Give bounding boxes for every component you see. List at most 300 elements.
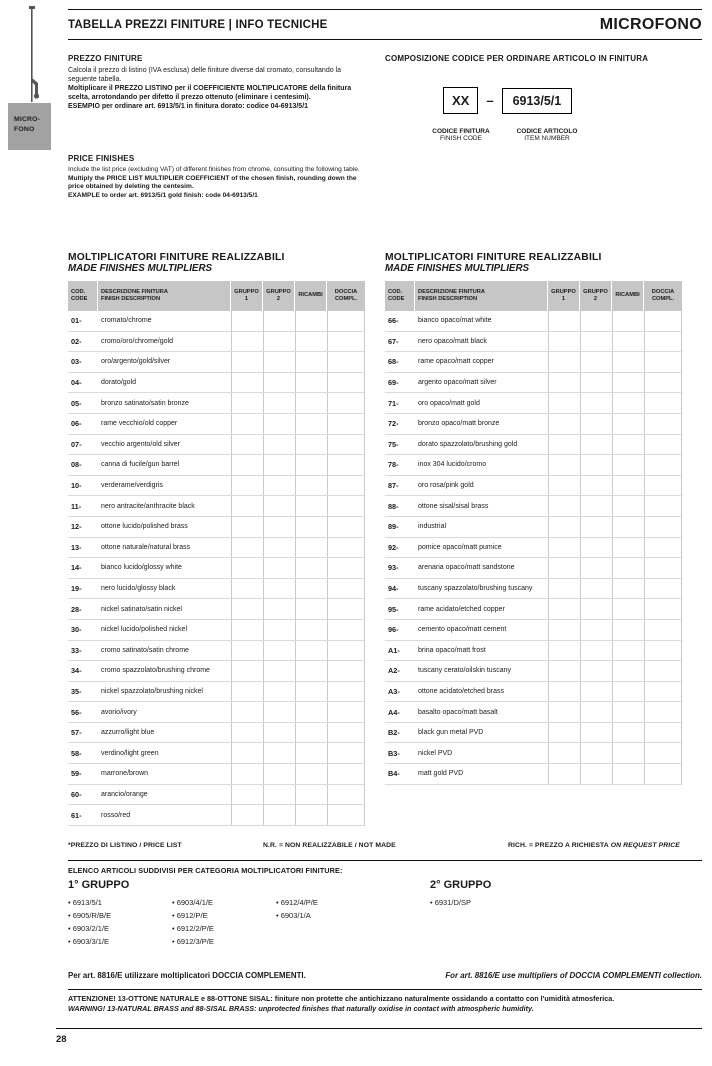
- table-row: [68, 702, 365, 723]
- gruppo2-value-cell: [580, 538, 612, 558]
- finish-description-cell: ottone lucido/polished brass: [101, 523, 188, 531]
- gruppo1-value-cell: [231, 311, 263, 331]
- col-header-gruppo1-line2: 1: [244, 296, 249, 302]
- finish-description-cell: bronzo opaco/matt bronze: [418, 420, 500, 428]
- finish-code-cell: 71-: [388, 398, 399, 408]
- table-row: [68, 373, 365, 394]
- finish-code-cell: 87-: [388, 481, 399, 491]
- gruppo1-value-cell: [231, 414, 263, 434]
- col-header-doccia-line2: COMPL.: [651, 296, 675, 302]
- table-row: [385, 517, 682, 538]
- doccia-value-cell: [327, 538, 365, 558]
- footnote-rich-text: RICH. = PREZZO A RICHIESTA: [508, 842, 609, 849]
- finish-code-box: XX: [443, 87, 478, 114]
- finish-code-cell: 10-: [71, 481, 82, 491]
- table-row: [68, 723, 365, 744]
- article-code: 6905/R/B/E: [72, 911, 112, 920]
- finish-code-cell: 95-: [388, 604, 399, 614]
- table-header-row: [68, 281, 365, 311]
- col-header-doccia-line2: COMPL.: [334, 296, 358, 302]
- table-row: [68, 599, 365, 620]
- doccia-value-cell: [644, 476, 682, 496]
- gruppo2-value-cell: [580, 373, 612, 393]
- group-1-col-1: [68, 896, 172, 948]
- col-header-gruppo2-line2: 2: [593, 296, 598, 302]
- gruppo1-value-cell: [548, 517, 580, 537]
- group-1-col-3: [276, 896, 380, 948]
- gruppo2-value-cell: [263, 743, 295, 763]
- finish-code-cell: 59-: [71, 769, 82, 779]
- ricambi-value-cell: [612, 723, 644, 743]
- table-footnotes: [68, 842, 702, 854]
- table-row: [385, 435, 682, 456]
- finish-code-cell: 02-: [71, 336, 82, 346]
- col-header-doccia: [327, 281, 365, 311]
- ricambi-value-cell: [612, 373, 644, 393]
- price-finishes-it-p1: Calcola il prezzo di listino (IVA esclusa) delle finiture diverse dal cromato, consultando la seguente tabella.: [68, 67, 342, 83]
- article-code: 6913/5/1: [72, 898, 102, 907]
- finish-description-cell: avorio/ivory: [101, 708, 137, 716]
- gruppo2-value-cell: [580, 579, 612, 599]
- sidebar-collection-tab: [8, 103, 51, 150]
- code-composition-block: [385, 54, 702, 164]
- doccia-value-cell: [327, 723, 365, 743]
- article-code-item: [172, 922, 276, 935]
- finish-code-cell: 68-: [388, 357, 399, 367]
- gruppo1-value-cell: [548, 764, 580, 784]
- gruppo1-value-cell: [231, 352, 263, 372]
- finish-description-cell: cromo/oro/chrome/gold: [101, 337, 173, 345]
- col-header-code-line1: COD.: [71, 288, 86, 295]
- finish-code-cell: 14-: [71, 563, 82, 573]
- doccia-value-cell: [327, 805, 365, 825]
- col-header-ricambi: [295, 281, 327, 311]
- finish-code-cell: 33-: [71, 645, 82, 655]
- ricambi-value-cell: [295, 558, 327, 578]
- brand-logo: MICROFONO: [599, 15, 702, 33]
- page-header: [68, 9, 702, 40]
- table-row: [68, 620, 365, 641]
- gruppo1-value-cell: [548, 661, 580, 681]
- article-code-item: [68, 922, 172, 935]
- finish-code-cell: 66-: [388, 316, 399, 326]
- finish-code-cell: B4-: [388, 769, 400, 779]
- col-header-doccia-line1: DOCCIA: [651, 288, 675, 295]
- finish-code-cell: 30-: [71, 625, 82, 635]
- table-row: [68, 352, 365, 373]
- col-header-gruppo2-line1: GRUPPO: [583, 288, 608, 295]
- col-header-code: [68, 281, 98, 311]
- ricambi-value-cell: [612, 435, 644, 455]
- gruppo1-value-cell: [548, 311, 580, 331]
- table-row: [68, 764, 365, 785]
- item-number-caption: [497, 128, 597, 142]
- item-number-caption-en: ITEM NUMBER: [524, 135, 570, 142]
- table-title: MOLTIPLICATORI FINITURE REALIZZABILI: [385, 252, 602, 263]
- finish-description-cell: dorato/gold: [101, 379, 137, 387]
- finish-description-cell: nickel PVD: [418, 749, 453, 757]
- finish-description-cell: cromo satinato/satin chrome: [101, 646, 189, 654]
- table-row: [385, 579, 682, 600]
- ricambi-value-cell: [612, 682, 644, 702]
- article-code: 6903/1/A: [280, 911, 311, 920]
- table-row: [385, 682, 682, 703]
- doccia-value-cell: [644, 414, 682, 434]
- gruppo2-value-cell: [263, 332, 295, 352]
- gruppo2-value-cell: [580, 414, 612, 434]
- gruppo2-value-cell: [580, 517, 612, 537]
- doccia-value-cell: [644, 743, 682, 763]
- ricambi-value-cell: [295, 723, 327, 743]
- group-2: [430, 878, 534, 948]
- doccia-value-cell: [327, 455, 365, 475]
- footnote-nr: N.R. = NON REALIZZABILE / NOT MADE: [263, 842, 396, 849]
- finish-description-cell: tuscany spazzolato/brushing tuscany: [418, 585, 533, 593]
- finishes-multipliers-table-right: [385, 252, 682, 785]
- table-subtitle: MADE FINISHES MULTIPLIERS: [68, 263, 213, 274]
- finish-description-cell: black gun metal PVD: [418, 729, 484, 737]
- col-header-gruppo2: [580, 281, 612, 311]
- ricambi-value-cell: [295, 476, 327, 496]
- article-code: 6931/D/SP: [434, 898, 471, 907]
- ricambi-value-cell: [612, 311, 644, 331]
- finish-description-cell: pomice opaco/matt pumice: [418, 543, 502, 551]
- gruppo2-value-cell: [263, 579, 295, 599]
- table-row: [385, 393, 682, 414]
- finish-code-cell: 61-: [71, 810, 82, 820]
- gruppo2-value-cell: [263, 641, 295, 661]
- col-header-gruppo1: [548, 281, 580, 311]
- finish-description-cell: nero lucido/glossy black: [101, 585, 176, 593]
- col-header-ricambi-line1: RICAMBI: [615, 292, 640, 299]
- table-row: [68, 393, 365, 414]
- price-finishes-it-block: [68, 54, 360, 111]
- code-composition-diagram: [443, 87, 572, 114]
- finish-code-cell: 19-: [71, 584, 82, 594]
- finish-code-cell: 13-: [71, 542, 82, 552]
- finish-code-cell: 89-: [388, 522, 399, 532]
- doccia-note-it: Per art. 8816/E utilizzare moltiplicatori DOCCIA COMPLEMENTI.: [68, 971, 306, 980]
- gruppo2-value-cell: [580, 496, 612, 516]
- finish-code-cell: 92-: [388, 542, 399, 552]
- page-number: 28: [56, 1034, 67, 1045]
- doccia-value-cell: [327, 599, 365, 619]
- finish-description-cell: rosso/red: [101, 811, 131, 819]
- ricambi-value-cell: [295, 805, 327, 825]
- article-code: 6912/P/E: [176, 911, 208, 920]
- article-code-item: [172, 909, 276, 922]
- table-row: [385, 414, 682, 435]
- finish-code-cell: 01-: [71, 316, 82, 326]
- ricambi-value-cell: [295, 393, 327, 413]
- finish-code-cell: 04-: [71, 378, 82, 388]
- price-finishes-en-heading: PRICE FINISHES: [68, 154, 135, 163]
- article-code-item: [276, 909, 380, 922]
- gruppo1-value-cell: [231, 599, 263, 619]
- ricambi-value-cell: [612, 764, 644, 784]
- ricambi-value-cell: [295, 435, 327, 455]
- finish-description-cell: cromo spazzolato/brushing chrome: [101, 667, 210, 675]
- col-header-gruppo1-line2: 1: [561, 296, 566, 302]
- finish-description-cell: nickel lucido/polished nickel: [101, 626, 187, 634]
- article-code: 6912/2/P/E: [176, 924, 214, 933]
- gruppo1-value-cell: [231, 723, 263, 743]
- gruppo2-value-cell: [580, 723, 612, 743]
- doccia-value-cell: [327, 435, 365, 455]
- table-row: [68, 414, 365, 435]
- finish-code-cell: 88-: [388, 501, 399, 511]
- ricambi-value-cell: [612, 579, 644, 599]
- table-row: [68, 455, 365, 476]
- finish-code-cell: 56-: [71, 707, 82, 717]
- gruppo2-value-cell: [580, 332, 612, 352]
- footer-divider: [56, 1028, 702, 1029]
- gruppo1-value-cell: [548, 702, 580, 722]
- doccia-value-cell: [327, 373, 365, 393]
- doccia-value-cell: [644, 558, 682, 578]
- ricambi-value-cell: [612, 558, 644, 578]
- groups-section: [68, 860, 702, 948]
- group-1: [68, 878, 430, 948]
- finish-code-caption-it: CODICE FINITURA: [432, 128, 490, 135]
- col-header-gruppo2-line1: GRUPPO: [266, 288, 291, 295]
- ricambi-value-cell: [612, 393, 644, 413]
- gruppo1-value-cell: [548, 496, 580, 516]
- col-header-description-line1: DESCRIZIONE FINITURA: [418, 288, 485, 295]
- doccia-value-cell: [644, 599, 682, 619]
- ricambi-value-cell: [612, 352, 644, 372]
- gruppo2-value-cell: [263, 496, 295, 516]
- doccia-value-cell: [327, 311, 365, 331]
- finish-description-cell: verdino/light green: [101, 749, 159, 757]
- doccia-value-cell: [644, 352, 682, 372]
- gruppo1-value-cell: [548, 641, 580, 661]
- gruppo2-value-cell: [263, 352, 295, 372]
- gruppo2-value-cell: [263, 476, 295, 496]
- doccia-value-cell: [327, 620, 365, 640]
- finish-description-cell: rame acidato/etched copper: [418, 605, 505, 613]
- finish-code-cell: 06-: [71, 419, 82, 429]
- finish-code-cell: 05-: [71, 398, 82, 408]
- ricambi-value-cell: [612, 661, 644, 681]
- group-1-title: 1° GRUPPO: [68, 879, 130, 891]
- table-row: [68, 435, 365, 456]
- ricambi-value-cell: [295, 496, 327, 516]
- doccia-value-cell: [644, 641, 682, 661]
- ricambi-value-cell: [612, 476, 644, 496]
- ricambi-value-cell: [612, 620, 644, 640]
- product-silhouette-icon: [24, 6, 42, 103]
- article-code-item: [68, 896, 172, 909]
- table-row: [68, 332, 365, 353]
- table-row: [68, 579, 365, 600]
- ricambi-value-cell: [612, 414, 644, 434]
- gruppo1-value-cell: [231, 496, 263, 516]
- table-row: [385, 352, 682, 373]
- doccia-value-cell: [327, 332, 365, 352]
- col-header-code-line2: CODE: [71, 296, 88, 302]
- col-header-code: [385, 281, 415, 311]
- finish-description-cell: bianco opaco/mat white: [418, 317, 492, 325]
- finish-description-cell: nickel spazzolato/brushing nickel: [101, 687, 203, 695]
- finish-description-cell: brina opaco/matt frost: [418, 646, 486, 654]
- table-row: [68, 805, 365, 826]
- table-row: [68, 641, 365, 662]
- group-2-columns: [430, 896, 534, 909]
- groups-section-heading: ELENCO ARTICOLI SUDDIVISI PER CATEGORIA MOLTIPLICATORI FINITURE:: [68, 866, 343, 875]
- ricambi-value-cell: [295, 785, 327, 805]
- article-code: 6912/4/P/E: [280, 898, 318, 907]
- footnote-price-list: *PREZZO DI LISTINO / PRICE LIST: [68, 842, 182, 849]
- warning-it: ATTENZIONE! 13-OTTONE NATURALE e 88-OTTONE SISAL: finiture non protette che antichizzano naturalmente ossidando a contatto con l'umidità atmosferica.: [68, 994, 615, 1003]
- article-code: 6912/3/P/E: [176, 937, 214, 946]
- price-finishes-en-p2: Multiply the PRICE LIST MULTIPLIER COEFFICIENT of the chosen finish, rounding down the price obtained by deleting the centesim.: [68, 174, 357, 190]
- table-row: [385, 743, 682, 764]
- gruppo2-value-cell: [263, 805, 295, 825]
- article-code-item: [68, 909, 172, 922]
- table-row: [68, 538, 365, 559]
- finish-code-cell: 35-: [71, 686, 82, 696]
- ricambi-value-cell: [612, 517, 644, 537]
- gruppo2-value-cell: [263, 373, 295, 393]
- code-separator-dash: –: [486, 93, 494, 108]
- ricambi-value-cell: [295, 311, 327, 331]
- gruppo1-value-cell: [231, 764, 263, 784]
- finish-description-cell: oro/argento/gold/silver: [101, 358, 171, 366]
- gruppo1-value-cell: [231, 579, 263, 599]
- col-header-description-line1: DESCRIZIONE FINITURA: [101, 288, 168, 295]
- price-finishes-it-p3: ESEMPIO per ordinare art. 6913/5/1 in finitura dorato: codice 04-6913/5/1: [68, 103, 309, 110]
- article-code: 6903/3/1/E: [72, 937, 109, 946]
- doccia-value-cell: [644, 682, 682, 702]
- col-header-ricambi-line1: RICAMBI: [298, 292, 323, 299]
- table-row: [68, 743, 365, 764]
- doccia-value-cell: [327, 743, 365, 763]
- gruppo1-value-cell: [231, 682, 263, 702]
- doccia-value-cell: [327, 517, 365, 537]
- finish-description-cell: oro opaco/matt gold: [418, 399, 480, 407]
- ricambi-value-cell: [295, 455, 327, 475]
- gruppo2-value-cell: [580, 764, 612, 784]
- finish-code-cell: 07-: [71, 439, 82, 449]
- finish-code-cell: 60-: [71, 789, 82, 799]
- gruppo2-value-cell: [580, 661, 612, 681]
- group-1-columns: [68, 896, 430, 948]
- gruppo2-value-cell: [263, 558, 295, 578]
- table-row: [385, 661, 682, 682]
- table-row: [385, 496, 682, 517]
- gruppo2-value-cell: [263, 455, 295, 475]
- article-code-item: [172, 935, 276, 948]
- ricambi-value-cell: [295, 599, 327, 619]
- gruppo2-value-cell: [263, 393, 295, 413]
- doccia-value-cell: [644, 764, 682, 784]
- gruppo2-value-cell: [580, 352, 612, 372]
- gruppo2-value-cell: [263, 435, 295, 455]
- gruppo1-value-cell: [231, 620, 263, 640]
- finish-code-cell: 08-: [71, 460, 82, 470]
- col-header-description: [98, 281, 231, 311]
- page-title: TABELLA PREZZI FINITURE | INFO TECNICHE: [68, 18, 328, 31]
- ricambi-value-cell: [612, 538, 644, 558]
- finish-code-caption: [411, 128, 511, 142]
- price-finishes-it-heading: PREZZO FINITURE: [68, 54, 143, 63]
- gruppo1-value-cell: [231, 538, 263, 558]
- doccia-value-cell: [644, 496, 682, 516]
- doccia-note-row: [68, 971, 702, 980]
- col-header-doccia: [644, 281, 682, 311]
- finish-code-cell: A1-: [388, 645, 400, 655]
- finish-description-cell: verderame/verdigris: [101, 482, 163, 490]
- col-header-ricambi: [612, 281, 644, 311]
- table-title: MOLTIPLICATORI FINITURE REALIZZABILI: [68, 252, 285, 263]
- ricambi-value-cell: [295, 702, 327, 722]
- gruppo1-value-cell: [548, 414, 580, 434]
- finish-description-cell: vecchio argento/old silver: [101, 440, 180, 448]
- table-row: [385, 620, 682, 641]
- finish-code-cell: 69-: [388, 378, 399, 388]
- gruppo2-value-cell: [580, 702, 612, 722]
- group-2-col-1: [430, 896, 534, 909]
- finish-code-cell: 28-: [71, 604, 82, 614]
- finish-description-cell: cemento opaco/matt cement: [418, 626, 507, 634]
- gruppo2-value-cell: [580, 455, 612, 475]
- finish-description-cell: marrone/brown: [101, 770, 149, 778]
- gruppo2-value-cell: [263, 311, 295, 331]
- gruppo2-value-cell: [580, 599, 612, 619]
- table-row: [385, 373, 682, 394]
- col-header-description-line2: FINISH DESCRIPTION: [418, 296, 478, 302]
- gruppo1-value-cell: [548, 723, 580, 743]
- col-header-gruppo2-line2: 2: [276, 296, 281, 302]
- col-header-code-line2: CODE: [388, 296, 405, 302]
- doccia-value-cell: [327, 641, 365, 661]
- doccia-value-cell: [644, 702, 682, 722]
- gruppo2-value-cell: [263, 723, 295, 743]
- finish-code-cell: 93-: [388, 563, 399, 573]
- finish-description-cell: ottone acidato/etched brass: [418, 687, 505, 695]
- finish-code-cell: B3-: [388, 748, 400, 758]
- doccia-value-cell: [644, 661, 682, 681]
- gruppo2-value-cell: [263, 620, 295, 640]
- item-number-box: 6913/5/1: [502, 88, 573, 114]
- gruppo1-value-cell: [548, 455, 580, 475]
- ricambi-value-cell: [295, 517, 327, 537]
- table-row: [385, 641, 682, 662]
- gruppo1-value-cell: [548, 393, 580, 413]
- ricambi-value-cell: [612, 702, 644, 722]
- doccia-value-cell: [327, 661, 365, 681]
- table-row: [385, 702, 682, 723]
- doccia-value-cell: [644, 538, 682, 558]
- gruppo2-value-cell: [580, 311, 612, 331]
- gruppo1-value-cell: [231, 332, 263, 352]
- price-finishes-en-p1: Include the list price (excluding VAT) of different finishes from chrome, consulting the following table.: [68, 166, 360, 173]
- col-header-doccia-line1: DOCCIA: [334, 288, 358, 295]
- ricambi-value-cell: [295, 682, 327, 702]
- finish-description-cell: rame vecchio/old copper: [101, 420, 178, 428]
- gruppo1-value-cell: [231, 641, 263, 661]
- article-code: 6903/2/1/E: [72, 924, 109, 933]
- table-row: [385, 476, 682, 497]
- gruppo1-value-cell: [548, 579, 580, 599]
- ricambi-value-cell: [612, 455, 644, 475]
- finish-description-cell: arenaria opaco/matt sandstone: [418, 564, 515, 572]
- gruppo1-value-cell: [548, 743, 580, 763]
- ricambi-value-cell: [295, 579, 327, 599]
- finish-code-cell: 12-: [71, 522, 82, 532]
- doccia-value-cell: [327, 764, 365, 784]
